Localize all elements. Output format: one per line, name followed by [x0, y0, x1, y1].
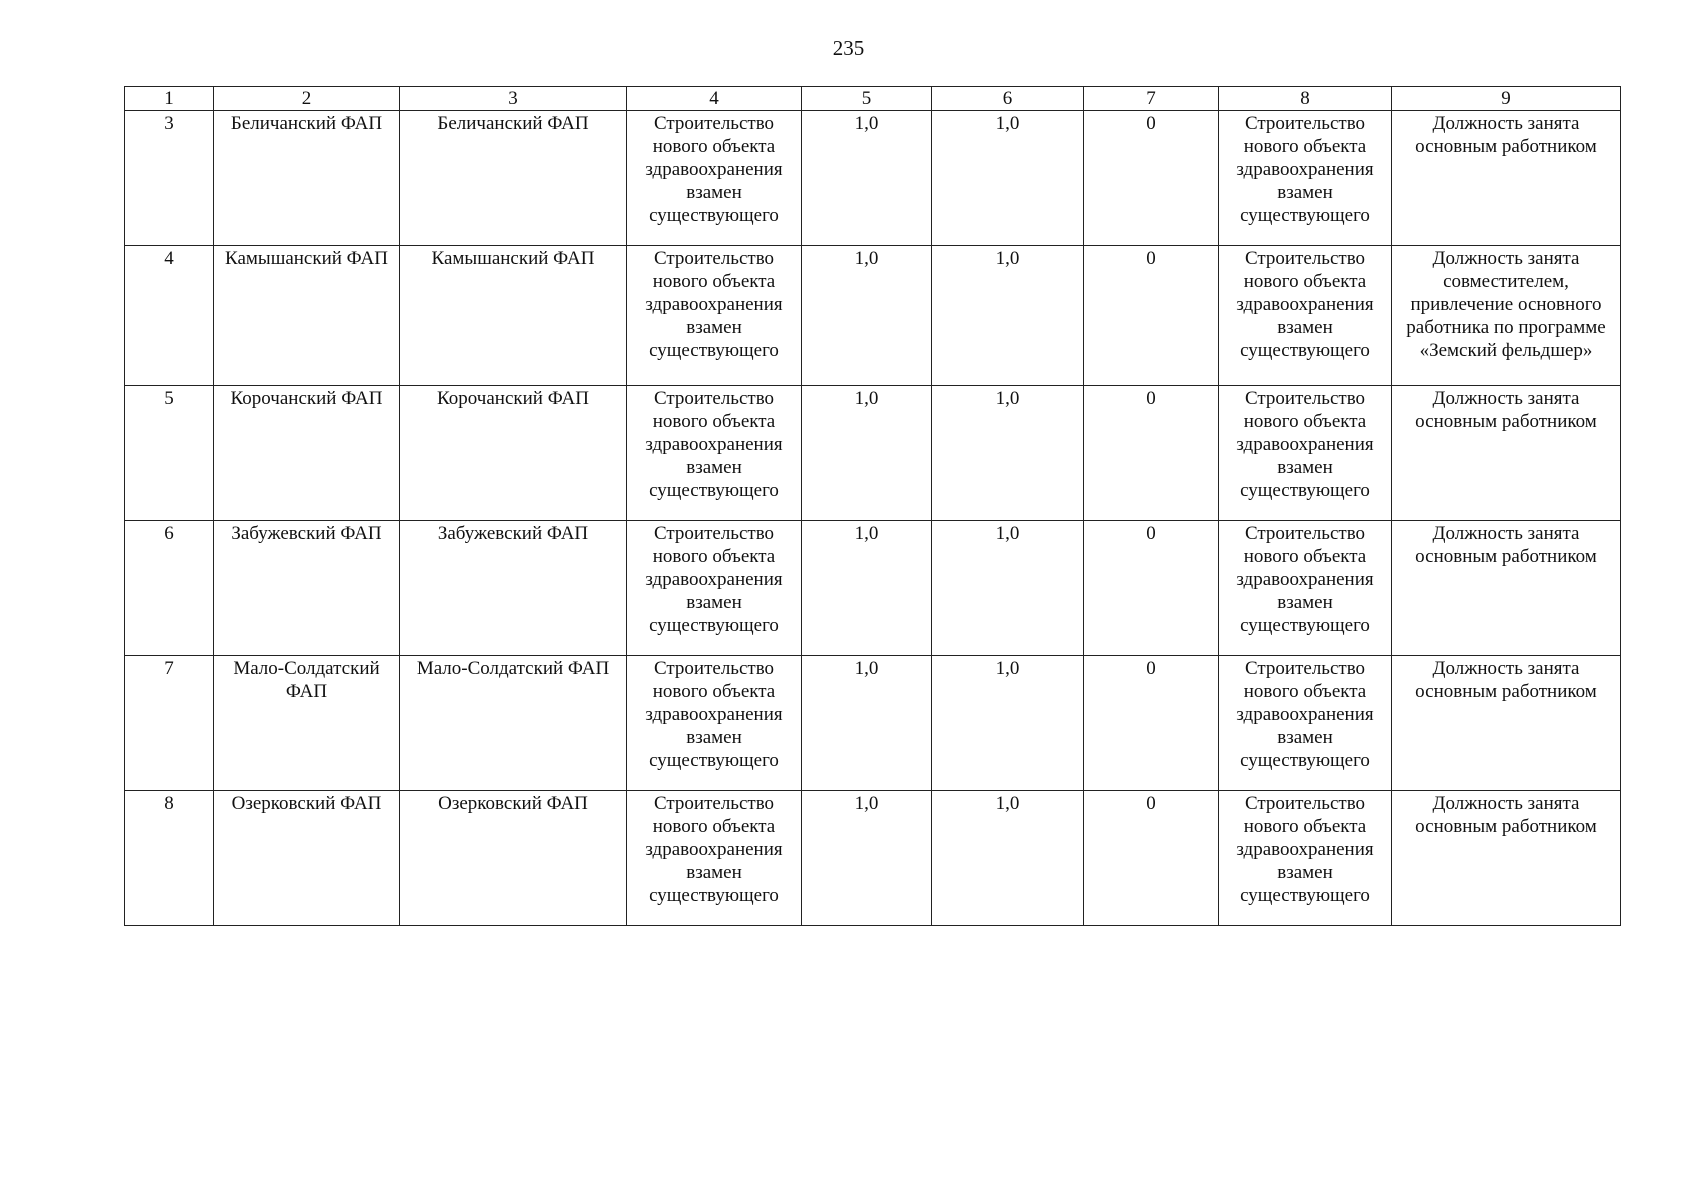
table-row — [125, 656, 1621, 791]
column-header: 2 — [214, 87, 400, 111]
cell-note: Должность занята основным работником — [1392, 386, 1621, 521]
cell-plan: Строительство нового объекта здравоохранения взамен существующего — [1219, 656, 1392, 791]
cell-object: Беличанский ФАП — [400, 111, 627, 246]
table-row — [125, 246, 1621, 386]
cell-plan: Строительство нового объекта здравоохранения взамен существующего — [1219, 791, 1392, 926]
cell-plan: Строительство нового объекта здравоохранения взамен существующего — [1219, 246, 1392, 386]
cell-object: Забужевский ФАП — [400, 521, 627, 656]
page-number: 235 — [832, 36, 865, 60]
cell-note: Должность занята основным работником — [1392, 656, 1621, 791]
cell-value-5: 1,0 — [802, 111, 932, 246]
cell-value-6: 1,0 — [932, 656, 1084, 791]
table-row — [125, 521, 1621, 656]
cell-name: Мало-Солдатский ФАП — [214, 656, 400, 791]
cell-object: Камышанский ФАП — [400, 246, 627, 386]
cell-object: Озерковский ФАП — [400, 791, 627, 926]
data-table — [124, 86, 1621, 926]
cell-value-6: 1,0 — [932, 521, 1084, 656]
cell-value-6: 1,0 — [932, 246, 1084, 386]
cell-plan: Строительство нового объекта здравоохранения взамен существующего — [1219, 521, 1392, 656]
cell-number: 6 — [125, 521, 214, 656]
cell-name: Забужевский ФАП — [214, 521, 400, 656]
cell-work: Строительство нового объекта здравоохранения взамен существующего — [627, 791, 802, 926]
cell-name: Озерковский ФАП — [214, 791, 400, 926]
cell-number: 3 — [125, 111, 214, 246]
column-header: 3 — [400, 87, 627, 111]
cell-value-7: 0 — [1084, 791, 1219, 926]
cell-note: Должность занята совместителем, привлечение основного работника по программе «Земский фельдшер» — [1392, 246, 1621, 386]
cell-object: Корочанский ФАП — [400, 386, 627, 521]
header-row — [125, 87, 1621, 111]
cell-name: Камышанский ФАП — [214, 246, 400, 386]
column-header: 4 — [627, 87, 802, 111]
column-header: 1 — [125, 87, 214, 111]
cell-value-6: 1,0 — [932, 386, 1084, 521]
cell-work: Строительство нового объекта здравоохранения взамен существующего — [627, 246, 802, 386]
cell-number: 7 — [125, 656, 214, 791]
table-row — [125, 111, 1621, 246]
cell-value-6: 1,0 — [932, 791, 1084, 926]
cell-value-7: 0 — [1084, 656, 1219, 791]
table-row — [125, 791, 1621, 926]
cell-value-7: 0 — [1084, 386, 1219, 521]
column-header: 6 — [932, 87, 1084, 111]
cell-plan: Строительство нового объекта здравоохранения взамен существующего — [1219, 111, 1392, 246]
cell-value-5: 1,0 — [802, 791, 932, 926]
cell-work: Строительство нового объекта здравоохранения взамен существующего — [627, 521, 802, 656]
cell-value-7: 0 — [1084, 111, 1219, 246]
column-header: 8 — [1219, 87, 1392, 111]
cell-name: Корочанский ФАП — [214, 386, 400, 521]
column-header: 5 — [802, 87, 932, 111]
cell-value-5: 1,0 — [802, 656, 932, 791]
column-header: 7 — [1084, 87, 1219, 111]
column-header: 9 — [1392, 87, 1621, 111]
cell-work: Строительство нового объекта здравоохранения взамен существующего — [627, 656, 802, 791]
cell-number: 8 — [125, 791, 214, 926]
cell-value-5: 1,0 — [802, 521, 932, 656]
cell-plan: Строительство нового объекта здравоохранения взамен существующего — [1219, 386, 1392, 521]
cell-number: 5 — [125, 386, 214, 521]
cell-work: Строительство нового объекта здравоохранения взамен существующего — [627, 111, 802, 246]
cell-work: Строительство нового объекта здравоохранения взамен существующего — [627, 386, 802, 521]
cell-value-5: 1,0 — [802, 386, 932, 521]
cell-note: Должность занята основным работником — [1392, 521, 1621, 656]
cell-value-7: 0 — [1084, 521, 1219, 656]
cell-value-5: 1,0 — [802, 246, 932, 386]
cell-name: Беличанский ФАП — [214, 111, 400, 246]
cell-number: 4 — [125, 246, 214, 386]
cell-object: Мало-Солдатский ФАП — [400, 656, 627, 791]
cell-note: Должность занята основным работником — [1392, 791, 1621, 926]
cell-value-7: 0 — [1084, 246, 1219, 386]
cell-value-6: 1,0 — [932, 111, 1084, 246]
cell-note: Должность занята основным работником — [1392, 111, 1621, 246]
table-row — [125, 386, 1621, 521]
